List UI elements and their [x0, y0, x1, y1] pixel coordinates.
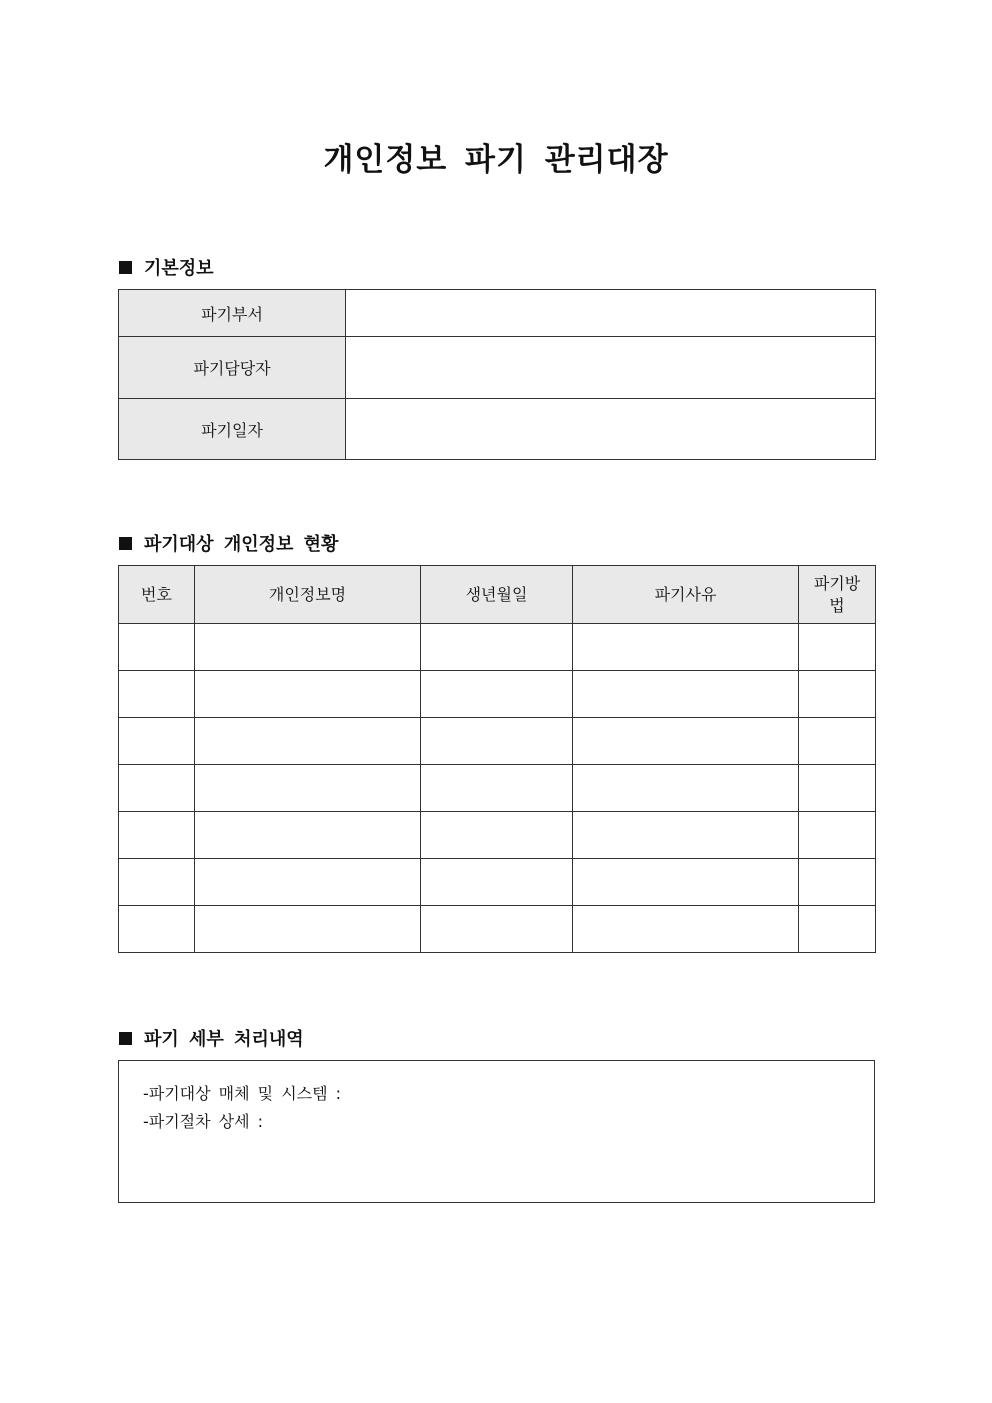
- section-heading-label: 기본정보: [144, 258, 214, 279]
- cell-info-name[interactable]: [195, 765, 421, 812]
- status-table: [118, 565, 876, 953]
- cell-reason[interactable]: [573, 859, 799, 906]
- status-table-body: [119, 624, 876, 953]
- column-header-number: 번호: [119, 566, 195, 624]
- basic-info-row-manager: [119, 337, 876, 399]
- table-row: [119, 718, 876, 765]
- cell-method[interactable]: [799, 765, 876, 812]
- cell-birthdate[interactable]: [421, 859, 573, 906]
- table-row: [119, 624, 876, 671]
- cell-number[interactable]: [119, 812, 195, 859]
- column-header-reason: 파기사유: [573, 566, 799, 624]
- detail-line-media: -파기대상 매체 및 시스템 :: [143, 1084, 342, 1103]
- cell-reason[interactable]: [573, 624, 799, 671]
- cell-birthdate[interactable]: [421, 671, 573, 718]
- cell-number[interactable]: [119, 859, 195, 906]
- cell-info-name[interactable]: [195, 671, 421, 718]
- cell-number[interactable]: [119, 671, 195, 718]
- section-heading-details: [119, 1025, 304, 1051]
- cell-number[interactable]: [119, 765, 195, 812]
- manager-value[interactable]: [346, 337, 876, 399]
- table-header-row: [119, 566, 876, 624]
- basic-info-row-date: [119, 399, 876, 460]
- date-value[interactable]: [346, 399, 876, 460]
- square-bullet-icon: [119, 1032, 132, 1045]
- basic-info-table: [118, 289, 876, 460]
- cell-method[interactable]: [799, 624, 876, 671]
- table-row: [119, 671, 876, 718]
- page-title: 개인정보 파기 관리대장: [323, 142, 669, 178]
- cell-method[interactable]: [799, 718, 876, 765]
- cell-birthdate[interactable]: [421, 624, 573, 671]
- cell-method[interactable]: [799, 812, 876, 859]
- cell-birthdate[interactable]: [421, 765, 573, 812]
- cell-reason[interactable]: [573, 671, 799, 718]
- section-heading-status: [119, 530, 338, 556]
- table-row: [119, 812, 876, 859]
- department-label: 파기부서: [119, 290, 346, 337]
- details-box[interactable]: [118, 1060, 875, 1203]
- table-row: [119, 906, 876, 953]
- cell-number[interactable]: [119, 906, 195, 953]
- manager-label: 파기담당자: [119, 337, 346, 399]
- section-heading-basic-info: [119, 254, 214, 280]
- column-header-info-name: 개인정보명: [195, 566, 421, 624]
- cell-info-name[interactable]: [195, 812, 421, 859]
- square-bullet-icon: [119, 537, 132, 550]
- detail-line-procedure: -파기절차 상세 :: [143, 1112, 264, 1131]
- cell-method[interactable]: [799, 671, 876, 718]
- cell-method[interactable]: [799, 906, 876, 953]
- table-row: [119, 859, 876, 906]
- cell-birthdate[interactable]: [421, 718, 573, 765]
- column-header-birthdate: 생년월일: [421, 566, 573, 624]
- cell-reason[interactable]: [573, 906, 799, 953]
- cell-reason[interactable]: [573, 812, 799, 859]
- cell-birthdate[interactable]: [421, 812, 573, 859]
- cell-method[interactable]: [799, 859, 876, 906]
- cell-number[interactable]: [119, 718, 195, 765]
- cell-number[interactable]: [119, 624, 195, 671]
- square-bullet-icon: [119, 261, 132, 274]
- cell-reason[interactable]: [573, 765, 799, 812]
- column-header-method: 파기방법: [799, 566, 876, 624]
- department-value[interactable]: [346, 290, 876, 337]
- section-heading-label: 파기대상 개인정보 현황: [144, 534, 339, 555]
- cell-reason[interactable]: [573, 718, 799, 765]
- cell-info-name[interactable]: [195, 624, 421, 671]
- table-row: [119, 765, 876, 812]
- section-heading-label: 파기 세부 처리내역: [144, 1029, 304, 1050]
- basic-info-row-department: [119, 290, 876, 337]
- cell-info-name[interactable]: [195, 859, 421, 906]
- cell-info-name[interactable]: [195, 906, 421, 953]
- cell-info-name[interactable]: [195, 718, 421, 765]
- date-label: 파기일자: [119, 399, 346, 460]
- cell-birthdate[interactable]: [421, 906, 573, 953]
